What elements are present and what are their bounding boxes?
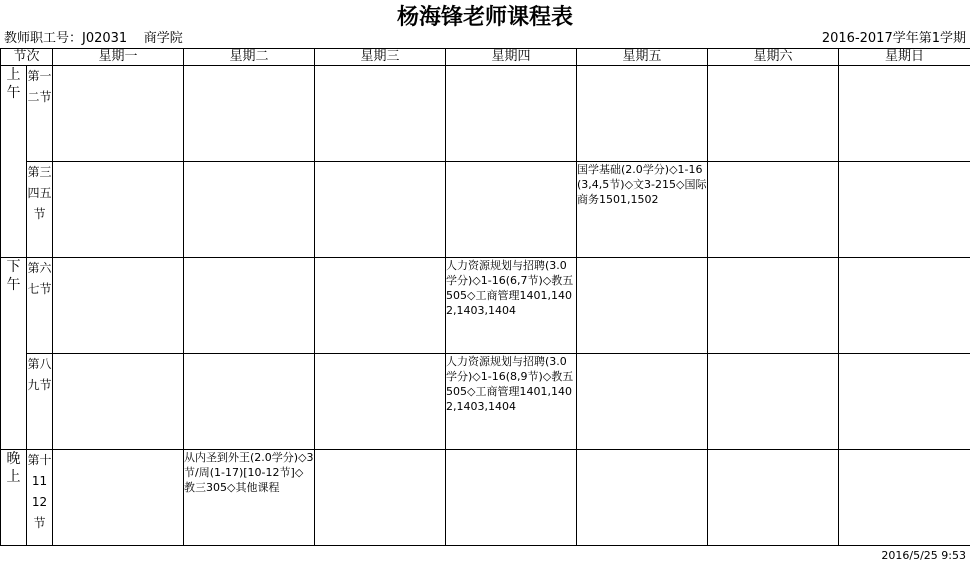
info-bar bbox=[0, 30, 970, 48]
teacher-info: 教师职工号：J02031 商学院 bbox=[4, 31, 183, 46]
course-cell[interactable] bbox=[839, 66, 970, 162]
day-header-wed: 星期三 bbox=[315, 49, 446, 66]
course-cell[interactable] bbox=[53, 66, 184, 162]
day-header-sun: 星期日 bbox=[839, 49, 970, 66]
course-cell[interactable] bbox=[708, 162, 839, 258]
course-cell[interactable] bbox=[446, 66, 577, 162]
table-row bbox=[1, 66, 970, 162]
period-header: 节次 bbox=[1, 49, 53, 66]
course-cell[interactable] bbox=[708, 450, 839, 546]
course-cell[interactable] bbox=[184, 258, 315, 354]
session-label: 第六七节 bbox=[27, 258, 53, 354]
course-cell[interactable] bbox=[839, 258, 970, 354]
table-row bbox=[1, 162, 970, 258]
session-label: 第十11 12节 bbox=[27, 450, 53, 546]
course-cell[interactable] bbox=[577, 450, 708, 546]
course-cell[interactable] bbox=[184, 354, 315, 450]
schedule-table bbox=[0, 48, 970, 546]
course-cell[interactable] bbox=[577, 258, 708, 354]
period-afternoon: 下午 bbox=[1, 258, 27, 450]
course-cell[interactable] bbox=[53, 354, 184, 450]
course-cell[interactable] bbox=[708, 66, 839, 162]
session-label: 第一二节 bbox=[27, 66, 53, 162]
session-label: 第八九节 bbox=[27, 354, 53, 450]
course-cell[interactable] bbox=[446, 162, 577, 258]
course-cell[interactable] bbox=[53, 162, 184, 258]
course-cell[interactable] bbox=[315, 354, 446, 450]
day-header-thu: 星期四 bbox=[446, 49, 577, 66]
course-cell[interactable] bbox=[839, 162, 970, 258]
course-cell[interactable]: 从内圣到外王(2.0学分)◇3节/周(1-17)[10-12节]◇教三305◇其他课程 bbox=[184, 450, 315, 546]
table-row bbox=[1, 354, 970, 450]
course-cell[interactable]: 国学基础(2.0学分)◇1-16(3,4,5节)◇文3-215◇国际商务1501,1502 bbox=[577, 162, 708, 258]
print-timestamp: 2016/5/25 9:53 bbox=[881, 549, 966, 562]
course-cell[interactable] bbox=[577, 354, 708, 450]
course-cell[interactable]: 人力资源规划与招聘(3.0学分)◇1-16(8,9节)◇教五505◇工商管理1401,1402,1403,1404 bbox=[446, 354, 577, 450]
period-evening: 晚上 bbox=[1, 450, 27, 546]
course-cell[interactable] bbox=[53, 258, 184, 354]
table-row bbox=[1, 450, 970, 546]
table-row bbox=[1, 258, 970, 354]
day-header-mon: 星期一 bbox=[53, 49, 184, 66]
day-header-fri: 星期五 bbox=[577, 49, 708, 66]
day-header-tue: 星期二 bbox=[184, 49, 315, 66]
course-cell[interactable] bbox=[315, 66, 446, 162]
course-cell[interactable]: 人力资源规划与招聘(3.0学分)◇1-16(6,7节)◇教五505◇工商管理1401,1402,1403,1404 bbox=[446, 258, 577, 354]
course-cell[interactable] bbox=[315, 450, 446, 546]
semester-label: 2016-2017学年第1学期 bbox=[821, 31, 966, 46]
course-cell[interactable] bbox=[839, 450, 970, 546]
course-cell[interactable] bbox=[315, 258, 446, 354]
course-cell[interactable] bbox=[708, 354, 839, 450]
header-row bbox=[1, 49, 970, 66]
course-cell[interactable] bbox=[577, 66, 708, 162]
course-cell[interactable] bbox=[446, 450, 577, 546]
course-cell[interactable] bbox=[53, 450, 184, 546]
day-header-sat: 星期六 bbox=[708, 49, 839, 66]
session-label: 第三四五节 bbox=[27, 162, 53, 258]
course-cell[interactable] bbox=[315, 162, 446, 258]
course-cell[interactable] bbox=[184, 66, 315, 162]
course-cell[interactable] bbox=[184, 162, 315, 258]
course-cell[interactable] bbox=[708, 258, 839, 354]
course-cell[interactable] bbox=[839, 354, 970, 450]
period-morning: 上午 bbox=[1, 66, 27, 258]
page-title: 杨海锋老师课程表 bbox=[396, 4, 573, 30]
